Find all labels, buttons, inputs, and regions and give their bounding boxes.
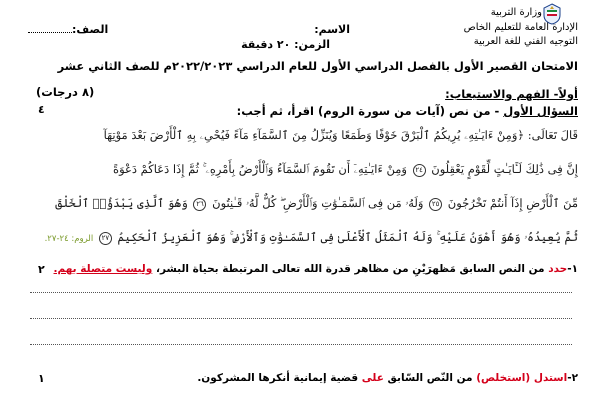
quran-line-2: إِنَّ فِى ذَٰلِكَ لَـَٔايَـٰتٍ لِّقَوْمٍ يَعْقِلُونَ ٢٤ وَمِنْ ءَايَـٰتِهِۦٓ أَن تَقُومَ ٱلسَّمَآءُ وَٱلْأَرْضُ بِأَمْرِهِۦ ۚ ثُمَّ إِذَا دَعَاكُمْ دَعْوَةً xyxy=(113,162,578,176)
section-marks: (٨ درجات) xyxy=(36,85,95,99)
item-2-number: ٢- xyxy=(567,372,578,384)
question-score: ٤ xyxy=(38,103,45,116)
question-text: - من نص (آيات من سورة الروم) اقرأ، ثم أجب: xyxy=(236,104,504,118)
supervision-label: التوجيه الفني للغة العربية xyxy=(473,36,578,47)
quran-line-4: ثُمَّ يُعِيدُهُۥ وَهُوَ أَهْوَنُ عَلَيْهِ ۚ وَلَهُ ٱلْمَثَلُ ٱلْأَعْلَىٰ فِى ٱلسَّمَـٰوَٰتِ وَٱلْأَرْضِ ۚ وَهُوَ ٱلْعَزِيزُ ٱلْحَكِيمُ ٢٧ الروم: ٢٤-٢٧. xyxy=(44,230,578,244)
question-item-2 xyxy=(197,372,578,384)
question-label: السؤال الأول xyxy=(503,104,578,118)
item-1-number: ١- xyxy=(567,263,578,275)
time-info xyxy=(241,38,330,51)
item-2-on: على xyxy=(361,372,384,384)
item-2-score: ١ xyxy=(38,372,45,385)
department-label: الإدارة العامة للتعليم الخاص xyxy=(463,22,578,33)
ayah-number-25: ٢٥ xyxy=(429,198,442,211)
time-label: الزمن: ٢٠ دقيقة xyxy=(241,38,330,51)
quran-line-1: قَالَ تَعَالَى: ﴿وَمِنْ ءَايَـٰتِهِۦ يُرِيكُمُ ٱلْبَرْقَ خَوْفًا وَطَمَعًا وَيُنَزِّلُ مِنَ ٱلسَّمَآءِ مَآءً فَيُحْىِۦ بِهِ ٱلْأَرْضَ بَعْدَ مَوْتِهَآ xyxy=(103,128,578,142)
item-1-note: وليست متصلة بهم. xyxy=(53,263,153,275)
item-2-text-2: قضية إيمانية أنكرها المشركون. xyxy=(197,372,362,384)
class-label: الصف: xyxy=(72,23,109,36)
ayah-number-24: ٢٤ xyxy=(413,164,426,177)
question-heading xyxy=(237,104,578,118)
answer-line-1[interactable] xyxy=(30,292,572,293)
item-2-text-1: من النّص السّابق xyxy=(383,372,477,384)
ayah-number-27: ٢٧ xyxy=(99,232,112,245)
ayah-number-26: ٢٦ xyxy=(193,198,206,211)
class-field[interactable] xyxy=(72,23,108,36)
quran-line-3: مِّنَ ٱلْأَرْضِ إِذَآ أَنتُمْ تَخْرُجُونَ ٢٥ وَلَهُۥ مَن فِى ٱلسَّمَـٰوَٰتِ وَٱلْأَرْضِ ۖ كُلٌّ لَّهُۥ قَـٰنِتُونَ ٢٦ وَهُوَ ٱلَّذِى يَبْدَؤُا۟ ٱلْخَلْقَ xyxy=(55,196,578,210)
answer-line-3[interactable] xyxy=(30,344,572,345)
question-item-1 xyxy=(54,263,578,275)
section-heading: أولاً- الفهم والاستيعاب: xyxy=(445,87,578,101)
item-2-verb: استدل (استخلص) xyxy=(476,372,568,384)
header-ministry xyxy=(491,7,542,19)
header-supervision xyxy=(474,36,578,48)
answer-line-2[interactable] xyxy=(30,318,572,319)
name-field[interactable] xyxy=(314,23,350,36)
item-1-score: ٢ xyxy=(38,263,45,276)
exam-title: الامتحان القصير الأول بالفصل الدراسي الأول للعام الدراسي ٢٠٢٢/٢٠٢٣م للصف الثاني عشر xyxy=(57,59,578,73)
header-department xyxy=(464,22,578,34)
item-1-text: من النص السابق مَظهرَيْنِ من مظاهر قدرة الله تعالى المرتبطة بحياة البشر، xyxy=(152,263,549,275)
ministry-label: وزارة التربية xyxy=(490,7,542,18)
item-1-verb: حدد xyxy=(548,263,568,275)
name-label: الاسم: xyxy=(314,23,350,36)
class-blank[interactable] xyxy=(28,32,72,33)
quran-reference: الروم: ٢٤-٢٧. xyxy=(44,234,94,244)
